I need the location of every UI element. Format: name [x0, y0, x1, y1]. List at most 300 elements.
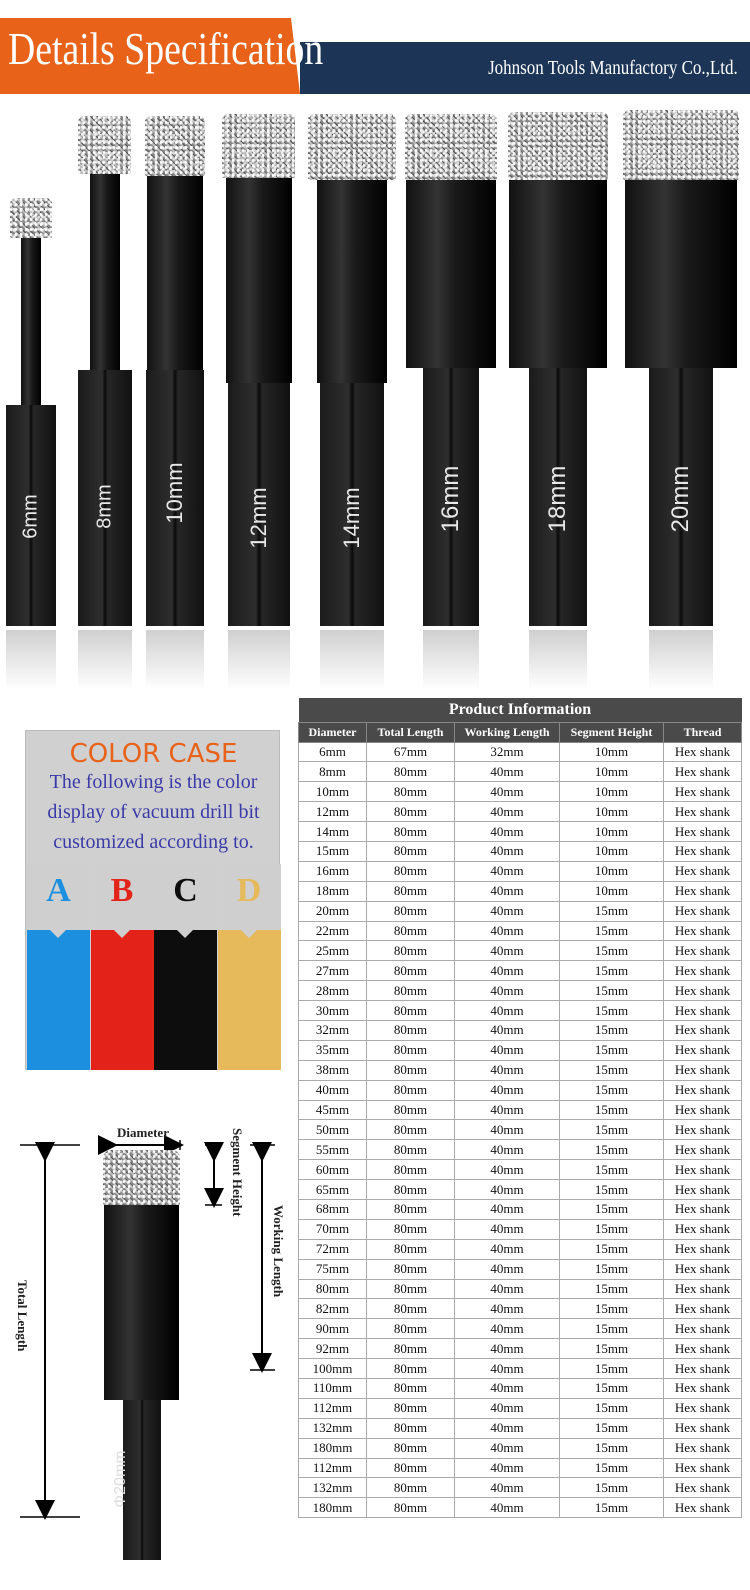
- table-cell: 60mm: [299, 1160, 367, 1180]
- table-cell: 15mm: [560, 1140, 664, 1160]
- table-cell: 10mm: [560, 861, 664, 881]
- table-cell: 15mm: [299, 841, 367, 861]
- bit-size-label: 8mm: [93, 484, 115, 529]
- diamond-segment: [222, 114, 295, 178]
- table-cell: 25mm: [299, 941, 367, 961]
- table-row: [299, 1458, 742, 1478]
- color-option-C: [154, 864, 217, 1070]
- diamond-segment: [623, 110, 739, 180]
- table-row: [299, 1160, 742, 1180]
- swatch-color: [91, 930, 154, 1070]
- table-cell: 10mm: [560, 802, 664, 822]
- swatch-notch: [114, 930, 130, 938]
- bit-body: [21, 238, 41, 405]
- diamond-segment: [78, 116, 131, 174]
- table-cell: 40mm: [455, 1001, 560, 1021]
- drill-bit-20mm: [623, 100, 739, 700]
- diagram-bit: [103, 1150, 180, 1590]
- bit-reflection: [6, 630, 56, 690]
- table-cell: 80mm: [367, 1180, 455, 1200]
- table-cell: 40mm: [455, 1398, 560, 1418]
- table-cell: Hex shank: [664, 1140, 742, 1160]
- table-cell: 80mm: [367, 1080, 455, 1100]
- table-cell: Hex shank: [664, 742, 742, 762]
- table-cell: 15mm: [560, 941, 664, 961]
- swatch-letter: A: [46, 872, 71, 909]
- table-cell: Hex shank: [664, 1060, 742, 1080]
- table-cell: Hex shank: [664, 1120, 742, 1140]
- table-row: [299, 1339, 742, 1359]
- column-header: Segment Height: [560, 722, 664, 742]
- table-row: [299, 1080, 742, 1100]
- table-cell: 110mm: [299, 1379, 367, 1399]
- table-row: [299, 961, 742, 981]
- bit-reflection: [78, 630, 132, 690]
- table-cell: 15mm: [560, 1040, 664, 1060]
- table-cell: 15mm: [560, 1279, 664, 1299]
- table-cell: Hex shank: [664, 1458, 742, 1478]
- table-cell: 15mm: [560, 981, 664, 1001]
- table-cell: 40mm: [455, 1180, 560, 1200]
- table-cell: 40mm: [455, 881, 560, 901]
- drill-bit-16mm: [405, 100, 497, 700]
- table-cell: 80mm: [367, 1259, 455, 1279]
- table-cell: 40mm: [455, 1199, 560, 1219]
- table-cell: 15mm: [560, 1239, 664, 1259]
- table-cell: 10mm: [560, 742, 664, 762]
- table-cell: Hex shank: [664, 1299, 742, 1319]
- table-cell: 80mm: [367, 1458, 455, 1478]
- table-cell: Hex shank: [664, 1478, 742, 1498]
- table-cell: 40mm: [455, 1259, 560, 1279]
- table-cell: 32mm: [455, 742, 560, 762]
- table-cell: Hex shank: [664, 921, 742, 941]
- drill-bit-14mm: [308, 100, 396, 700]
- table-cell: Hex shank: [664, 1160, 742, 1180]
- table-cell: 80mm: [367, 1160, 455, 1180]
- table-cell: Hex shank: [664, 961, 742, 981]
- drill-bit-18mm: [508, 100, 608, 700]
- table-cell: 15mm: [560, 1259, 664, 1279]
- table-cell: 40mm: [455, 1160, 560, 1180]
- table-row: [299, 742, 742, 762]
- drill-bit-10mm: [145, 100, 205, 700]
- table-cell: Hex shank: [664, 782, 742, 802]
- diamond-segment: [405, 114, 497, 180]
- table-row: [299, 921, 742, 941]
- table-cell: Hex shank: [664, 1319, 742, 1339]
- table-cell: 40mm: [455, 981, 560, 1001]
- table-cell: 15mm: [560, 1060, 664, 1080]
- table-cell: Hex shank: [664, 1239, 742, 1259]
- table-cell: 40mm: [455, 1418, 560, 1438]
- diameter-label: Diameter: [117, 1125, 169, 1140]
- table-cell: 15mm: [560, 1180, 664, 1200]
- table-cell: 10mm: [299, 782, 367, 802]
- table-cell: 15mm: [560, 1219, 664, 1239]
- table-cell: 10mm: [560, 762, 664, 782]
- table-cell: Hex shank: [664, 1259, 742, 1279]
- table-row: [299, 1398, 742, 1418]
- table-cell: 15mm: [560, 1001, 664, 1021]
- swatch-letter: D: [236, 872, 262, 909]
- table-row: [299, 981, 742, 1001]
- swatch-notch: [50, 930, 66, 938]
- table-row: [299, 941, 742, 961]
- table-cell: Hex shank: [664, 1219, 742, 1239]
- page-header: [0, 0, 750, 100]
- table-row: [299, 1279, 742, 1299]
- table-cell: Hex shank: [664, 901, 742, 921]
- table-cell: 15mm: [560, 1160, 664, 1180]
- table-cell: 15mm: [560, 1478, 664, 1498]
- table-cell: 14mm: [299, 822, 367, 842]
- bit-size-label: 6mm: [19, 494, 42, 539]
- table-cell: 80mm: [367, 1100, 455, 1120]
- table-cell: 40mm: [455, 941, 560, 961]
- table-cell: 40mm: [455, 921, 560, 941]
- table-cell: 80mm: [367, 1299, 455, 1319]
- table-cell: 50mm: [299, 1120, 367, 1140]
- table-cell: Hex shank: [664, 841, 742, 861]
- table-cell: Hex shank: [664, 1379, 742, 1399]
- color-option-B: [91, 864, 154, 1070]
- bit-body: [226, 178, 292, 383]
- table-cell: 15mm: [560, 1020, 664, 1040]
- table-cell: 40mm: [455, 1339, 560, 1359]
- table-cell: 15mm: [560, 1299, 664, 1319]
- color-case-title: COLOR CASE: [69, 739, 238, 769]
- bit-body: [147, 176, 203, 370]
- table-cell: 40mm: [455, 1060, 560, 1080]
- table-cell: 15mm: [560, 1080, 664, 1100]
- table-row: [299, 1438, 742, 1458]
- diamond-segment: [508, 112, 608, 180]
- table-row: [299, 1478, 742, 1498]
- bit-body: [90, 174, 120, 370]
- table-cell: Hex shank: [664, 822, 742, 842]
- table-cell: 30mm: [299, 1001, 367, 1021]
- table-cell: 40mm: [455, 1498, 560, 1518]
- table-row: [299, 1319, 742, 1339]
- table-cell: 40mm: [455, 1100, 560, 1120]
- bit-body: [406, 180, 496, 368]
- table-cell: 80mm: [367, 1498, 455, 1518]
- table-caption: Product Information: [299, 698, 742, 722]
- table-cell: 180mm: [299, 1498, 367, 1518]
- table-cell: 45mm: [299, 1100, 367, 1120]
- table-cell: 35mm: [299, 1040, 367, 1060]
- table-cell: 80mm: [367, 941, 455, 961]
- table-cell: 15mm: [560, 1458, 664, 1478]
- color-case-description: The following is the color display of vacuum drill bit customized according to.: [47, 771, 260, 853]
- table-row: [299, 822, 742, 842]
- table-row: [299, 1219, 742, 1239]
- diamond-segment: [10, 198, 52, 238]
- table-cell: 40mm: [455, 1219, 560, 1239]
- table-cell: Hex shank: [664, 1359, 742, 1379]
- table-cell: 40mm: [455, 841, 560, 861]
- table-cell: Hex shank: [664, 861, 742, 881]
- table-cell: Hex shank: [664, 1199, 742, 1219]
- swatch-letter: C: [173, 872, 198, 909]
- table-cell: 40mm: [455, 822, 560, 842]
- table-cell: 15mm: [560, 1418, 664, 1438]
- bit-reflection: [649, 630, 713, 690]
- table-cell: 40mm: [455, 901, 560, 921]
- bit-size-label: 18mm: [544, 465, 571, 533]
- table-cell: 80mm: [367, 1120, 455, 1140]
- diamond-segment: [308, 114, 396, 180]
- table-cell: 80mm: [299, 1279, 367, 1299]
- drill-bit-gallery: [0, 100, 750, 700]
- bit-body: [317, 180, 387, 383]
- bit-reflection: [529, 630, 587, 690]
- table-row: [299, 1199, 742, 1219]
- bit-reflection: [146, 630, 204, 690]
- swatch-color: [154, 930, 217, 1070]
- dimension-diagram: [0, 1110, 300, 1569]
- bit-size-label: 14mm: [339, 487, 364, 549]
- table-cell: 15mm: [560, 1438, 664, 1458]
- table-cell: 10mm: [560, 841, 664, 861]
- table-cell: Hex shank: [664, 1498, 742, 1518]
- table-cell: 40mm: [455, 1080, 560, 1100]
- table-row: [299, 1379, 742, 1399]
- table-cell: 40mm: [455, 782, 560, 802]
- table-row: [299, 1120, 742, 1140]
- table-cell: 80mm: [367, 1379, 455, 1399]
- table-cell: 10mm: [560, 822, 664, 842]
- bit-body: [509, 180, 607, 368]
- table-cell: 80mm: [367, 1319, 455, 1339]
- table-row: [299, 1100, 742, 1120]
- table-cell: 32mm: [299, 1020, 367, 1040]
- table-cell: 12mm: [299, 802, 367, 822]
- table-cell: Hex shank: [664, 881, 742, 901]
- table-cell: 80mm: [367, 861, 455, 881]
- table-cell: 40mm: [455, 961, 560, 981]
- table-cell: Hex shank: [664, 1100, 742, 1120]
- table-cell: 10mm: [560, 881, 664, 901]
- table-cell: Hex shank: [664, 941, 742, 961]
- table-cell: 80mm: [367, 921, 455, 941]
- table-cell: 80mm: [367, 1001, 455, 1021]
- table-cell: 92mm: [299, 1339, 367, 1359]
- table-cell: 72mm: [299, 1239, 367, 1259]
- diagram-bit-label: Φ20mm: [112, 1450, 129, 1508]
- table-cell: 80mm: [367, 762, 455, 782]
- table-cell: Hex shank: [664, 981, 742, 1001]
- table-cell: 27mm: [299, 961, 367, 981]
- table-cell: 40mm: [455, 1239, 560, 1259]
- table-cell: 80mm: [367, 1040, 455, 1060]
- table-cell: 67mm: [367, 742, 455, 762]
- table-row: [299, 1180, 742, 1200]
- table-cell: Hex shank: [664, 1418, 742, 1438]
- table-row: [299, 762, 742, 782]
- column-header: Diameter: [299, 722, 367, 742]
- table-cell: 38mm: [299, 1060, 367, 1080]
- table-cell: 80mm: [367, 802, 455, 822]
- table-row: [299, 1359, 742, 1379]
- table-cell: 80mm: [367, 1438, 455, 1458]
- swatch-notch: [241, 930, 257, 938]
- table-row: [299, 1498, 742, 1518]
- table-cell: Hex shank: [664, 1279, 742, 1299]
- table-cell: 80mm: [367, 1060, 455, 1080]
- working-length-label: Working Length: [271, 1205, 286, 1298]
- company-name: Johnson Tools Manufactory Co.,Ltd.: [488, 57, 738, 79]
- table-cell: 100mm: [299, 1359, 367, 1379]
- diagram-body: [104, 1205, 179, 1400]
- bit-size-label: 20mm: [667, 465, 694, 533]
- table-cell: 8mm: [299, 762, 367, 782]
- swatch-color: [27, 930, 90, 1070]
- table-cell: 68mm: [299, 1199, 367, 1219]
- table-cell: 22mm: [299, 921, 367, 941]
- table-cell: 80mm: [367, 1339, 455, 1359]
- table-cell: 80mm: [367, 1140, 455, 1160]
- table-cell: Hex shank: [664, 1180, 742, 1200]
- table-cell: 40mm: [455, 1319, 560, 1339]
- product-info-table: [298, 698, 741, 1518]
- table-row: [299, 1060, 742, 1080]
- table-cell: 28mm: [299, 981, 367, 1001]
- table-row: [299, 881, 742, 901]
- table-cell: 15mm: [560, 1100, 664, 1120]
- table-cell: Hex shank: [664, 1080, 742, 1100]
- bit-reflection: [423, 630, 479, 690]
- drill-bit-8mm: [78, 100, 131, 700]
- table-row: [299, 802, 742, 822]
- table-cell: Hex shank: [664, 1001, 742, 1021]
- table-cell: 80mm: [367, 822, 455, 842]
- table-cell: 10mm: [560, 782, 664, 802]
- table-row: [299, 1239, 742, 1259]
- table-row: [299, 1020, 742, 1040]
- table-cell: 20mm: [299, 901, 367, 921]
- table-cell: 15mm: [560, 1319, 664, 1339]
- table-cell: 40mm: [455, 1478, 560, 1498]
- table-cell: 40mm: [455, 1359, 560, 1379]
- table-cell: 40mm: [455, 1040, 560, 1060]
- bit-size-label: 12mm: [245, 487, 271, 549]
- table-cell: 55mm: [299, 1140, 367, 1160]
- table-row: [299, 841, 742, 861]
- bit-size-label: 16mm: [437, 465, 464, 533]
- table-cell: 40mm: [455, 861, 560, 881]
- table-cell: 40mm: [455, 1140, 560, 1160]
- table-cell: 65mm: [299, 1180, 367, 1200]
- table-cell: 80mm: [367, 1418, 455, 1438]
- table-cell: 70mm: [299, 1219, 367, 1239]
- total-length-label: Total Length: [15, 1280, 30, 1352]
- table-cell: 75mm: [299, 1259, 367, 1279]
- swatch-notch: [177, 930, 193, 938]
- table-cell: 112mm: [299, 1458, 367, 1478]
- table-cell: 80mm: [367, 881, 455, 901]
- table-cell: 40mm: [455, 762, 560, 782]
- bit-reflection: [320, 630, 384, 690]
- segment-height-label: Segment Height: [230, 1128, 245, 1217]
- table-cell: Hex shank: [664, 1020, 742, 1040]
- table-cell: 90mm: [299, 1319, 367, 1339]
- table-cell: 16mm: [299, 861, 367, 881]
- table-cell: 15mm: [560, 1398, 664, 1418]
- table-cell: 40mm: [455, 1020, 560, 1040]
- table-cell: 15mm: [560, 1339, 664, 1359]
- drill-bit-6mm: [10, 100, 52, 700]
- table-row: [299, 1140, 742, 1160]
- table-cell: 18mm: [299, 881, 367, 901]
- table-row: [299, 1040, 742, 1060]
- table-cell: 15mm: [560, 1199, 664, 1219]
- column-header: Total Length: [367, 722, 455, 742]
- table-cell: 15mm: [560, 961, 664, 981]
- table-cell: 80mm: [367, 1239, 455, 1259]
- table-cell: 40mm: [455, 1458, 560, 1478]
- table-cell: 80mm: [367, 981, 455, 1001]
- bit-reflection: [228, 630, 290, 690]
- table-cell: 82mm: [299, 1299, 367, 1319]
- table-cell: 15mm: [560, 1498, 664, 1518]
- table-cell: 40mm: [455, 802, 560, 822]
- table-cell: 180mm: [299, 1438, 367, 1458]
- color-option-A: [27, 864, 90, 1070]
- table-cell: 80mm: [367, 1219, 455, 1239]
- table-cell: 80mm: [367, 841, 455, 861]
- drill-bit-12mm: [222, 100, 295, 700]
- table-cell: Hex shank: [664, 1438, 742, 1458]
- table-cell: 132mm: [299, 1478, 367, 1498]
- column-header: Thread: [664, 722, 742, 742]
- table-cell: 40mm: [455, 1299, 560, 1319]
- table-cell: 80mm: [367, 1020, 455, 1040]
- table-cell: 80mm: [367, 1359, 455, 1379]
- diagram-segment: [103, 1150, 180, 1205]
- table-cell: 80mm: [367, 1279, 455, 1299]
- table-cell: 15mm: [560, 1379, 664, 1399]
- table-cell: 15mm: [560, 921, 664, 941]
- table-cell: Hex shank: [664, 1339, 742, 1359]
- table-cell: 15mm: [560, 901, 664, 921]
- table-row: [299, 861, 742, 881]
- page-title: Details Specification: [8, 23, 324, 74]
- table-cell: 112mm: [299, 1398, 367, 1418]
- column-header: Working Length: [455, 722, 560, 742]
- table-cell: 40mm: [455, 1438, 560, 1458]
- swatch-letter: B: [110, 872, 134, 909]
- table-cell: 80mm: [367, 901, 455, 921]
- table-cell: 6mm: [299, 742, 367, 762]
- table-row: [299, 1299, 742, 1319]
- table-cell: 80mm: [367, 961, 455, 981]
- diamond-segment: [145, 116, 205, 176]
- table-row: [299, 1418, 742, 1438]
- bit-body: [625, 180, 737, 368]
- color-option-D: [218, 864, 281, 1070]
- table-cell: 132mm: [299, 1418, 367, 1438]
- table-cell: Hex shank: [664, 1040, 742, 1060]
- table-cell: 40mm: [455, 1120, 560, 1140]
- table-cell: 15mm: [560, 1359, 664, 1379]
- table-row: [299, 1259, 742, 1279]
- table-cell: Hex shank: [664, 1398, 742, 1418]
- swatch-color: [218, 930, 281, 1070]
- bit-size-label: 10mm: [162, 462, 187, 524]
- table-cell: 40mm: [299, 1080, 367, 1100]
